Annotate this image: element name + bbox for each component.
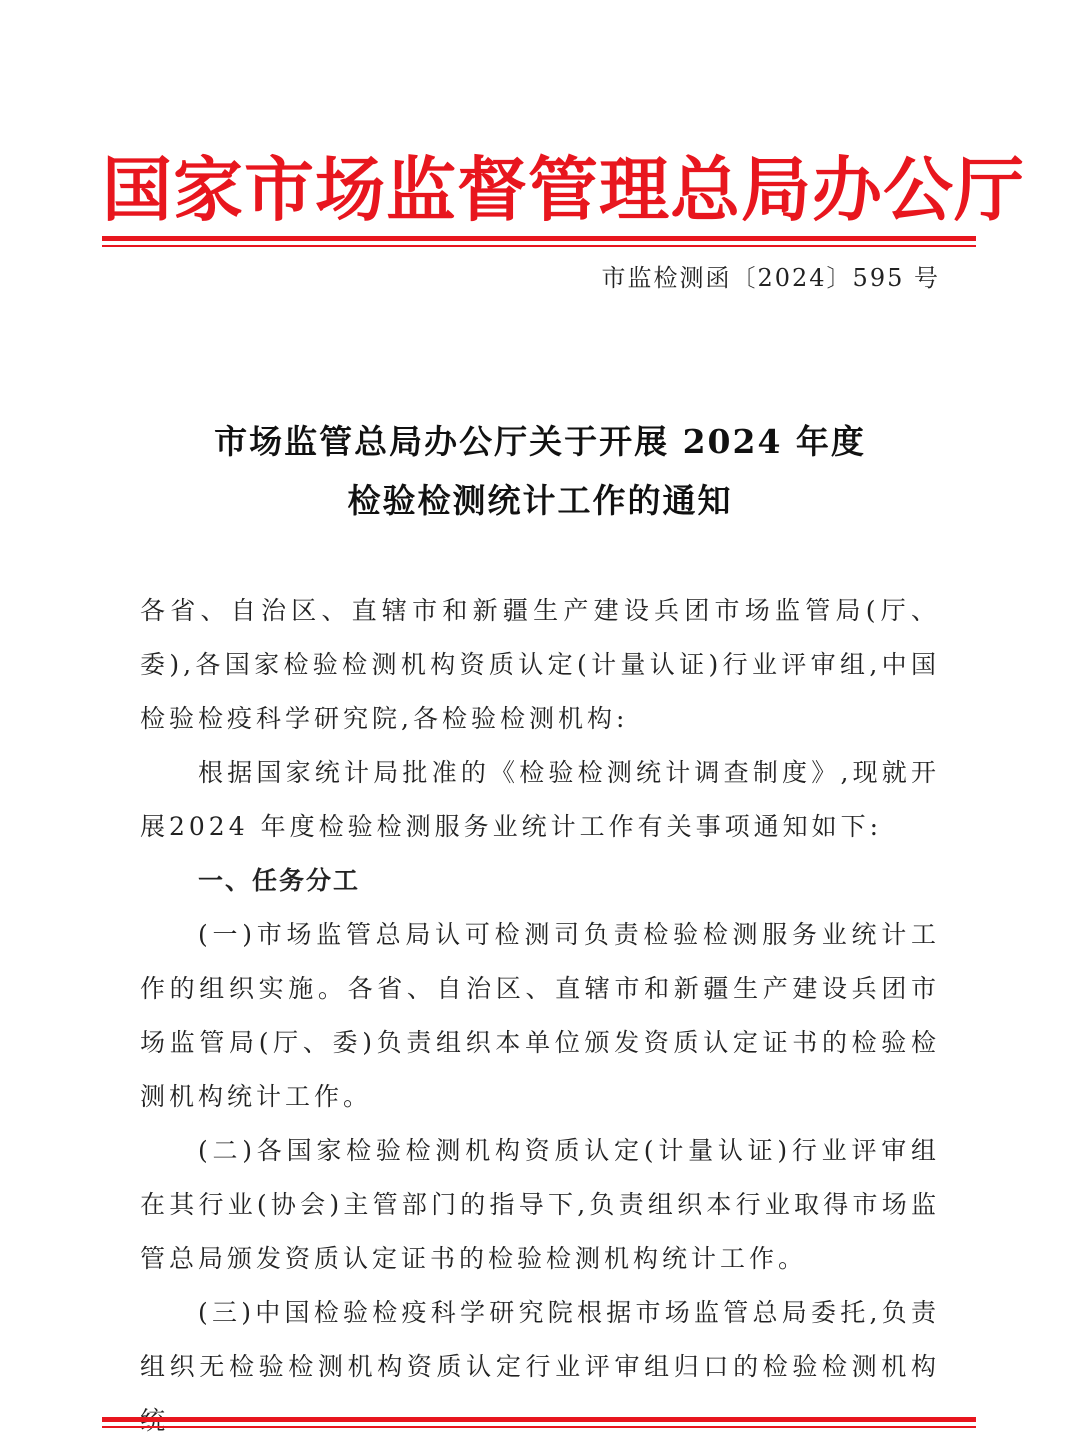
document-title-line1: 市场监管总局办公厅关于开展 2024 年度 [214, 422, 866, 461]
intro-paragraph: 根据国家统计局批准的《检验检测统计调查制度》,现就开展2024 年度检验检测服务业统计工作有关事项通知如下: [140, 758, 940, 841]
document-body [140, 584, 940, 1448]
red-divider-bottom-thin [102, 1426, 976, 1428]
document-title-line2: 检验检测统计工作的通知 [347, 481, 733, 520]
red-divider-top-thick [102, 236, 976, 241]
item-paragraph-3: (三)中国检验检疫科学研究院根据市场监管总局委托,负责组织无检验检测机构资质认定行业评审组归口的检验检测机构 [140, 1298, 940, 1381]
red-divider-top-thin [102, 245, 976, 247]
item-paragraph-1: (一)市场监管总局认可检测司负责检验检测服务业统计工作的组织实施。各省、自治区、直辖市和新疆生产建设兵团市场监管局(厅、委)负责组织本单位颁发资质认定证书的检验检测机构统计工作。 [140, 920, 940, 1111]
agency-masthead: 国家市场监督管理总局办公厅 [102, 148, 1025, 231]
document-number: 市监检测函〔2024〕595 号 [601, 264, 940, 292]
addressee-paragraph: 各省、自治区、直辖市和新疆生产建设兵团市场监管局(厅、委),各国家检验检测机构资质认定(计量认证)行业评审组,中国检验检疫科学研究院,各检验检测机构: [140, 596, 940, 733]
section-heading-task-division: 一、任务分工 [198, 866, 361, 895]
item-paragraph-2: (二)各国家检验检测机构资质认定(计量认证)行业评审组在其行业(协会)主管部门的指导下,负责组织本行业取得市场监管总局颁发资质认定证书的检验检测机构统计工作。 [140, 1136, 940, 1273]
red-divider-bottom-thick [102, 1417, 976, 1422]
